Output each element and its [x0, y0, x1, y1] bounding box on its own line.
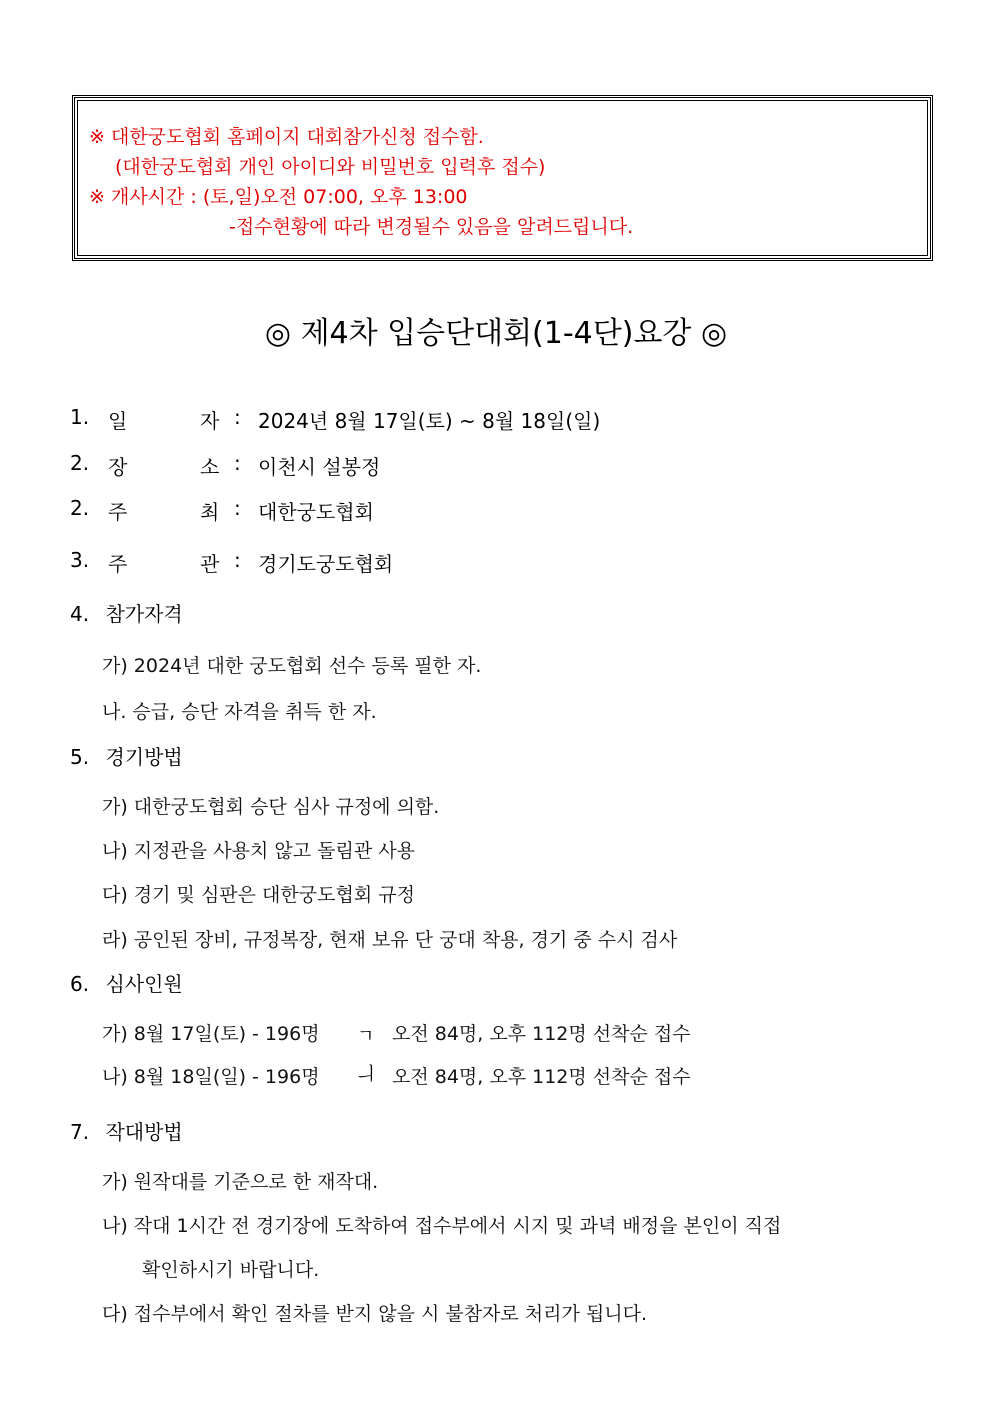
list-item: 나. 승급, 승단 자격을 취득 한 자. — [102, 701, 377, 723]
item-number: 2. — [70, 451, 90, 475]
list-item-continued: 확인하시기 바랍니다. — [142, 1259, 320, 1281]
item-label-1: 주 — [108, 500, 128, 524]
item-colon: : — [234, 405, 241, 429]
bracket-bottom: ㅢ — [357, 1064, 375, 1085]
section-title: 심사인원 — [105, 972, 183, 996]
list-item: 나) 8월 18일(일) - 196명 — [102, 1066, 320, 1088]
list-item: 나) 작대 1시간 전 경기장에 도착하여 접수부에서 시지 및 과녁 배정을 본인이 직접 — [102, 1215, 782, 1237]
item-host — [70, 496, 770, 524]
section-title: 경기방법 — [105, 745, 183, 769]
section-number: 7. — [70, 1120, 90, 1144]
item-number: 1. — [70, 405, 90, 429]
list-item-detail: 오전 84명, 오후 112명 선착순 접수 — [392, 1066, 691, 1088]
notice-line-4: -접수현황에 따라 변경될수 있음을 알려드립니다. — [229, 216, 634, 238]
list-item: 라) 공인된 장비, 규정복장, 현재 보유 단 궁대 착용, 경기 중 수시 검사 — [102, 929, 678, 951]
section-title: 참가자격 — [105, 602, 183, 626]
section-title: 작대방법 — [105, 1120, 183, 1144]
item-date — [70, 405, 770, 433]
item-colon: : — [234, 548, 241, 572]
item-label-1: 주 — [108, 552, 128, 576]
notice-box — [72, 95, 933, 261]
item-place — [70, 451, 770, 479]
notice-line-1: ※ 대한궁도협회 홈페이지 대회참가신청 접수함. — [89, 126, 484, 148]
item-label-1: 장 — [108, 455, 128, 479]
list-item: 가) 원작대를 기준으로 한 재작대. — [102, 1171, 379, 1193]
section-heading-eligibility — [70, 598, 183, 627]
section-heading-method — [70, 741, 183, 770]
item-value: 이천시 설봉정 — [258, 455, 381, 479]
list-item: 다) 접수부에서 확인 절차를 받지 않을 시 불참자로 처리가 됩니다. — [102, 1303, 648, 1325]
notice-line-3: ※ 개사시간 : (토,일)오전 07:00, 오후 13:00 — [89, 186, 468, 208]
item-label-2: 최 — [200, 500, 220, 524]
item-label-2: 자 — [200, 409, 220, 433]
section-heading-arrangement — [70, 1116, 183, 1145]
item-value: 2024년 8월 17일(토) ~ 8월 18일(일) — [258, 409, 601, 433]
item-colon: : — [234, 496, 241, 520]
item-number: 2. — [70, 496, 90, 520]
list-item: 나) 지정관을 사용치 않고 돌림관 사용 — [102, 840, 415, 862]
notice-line-2: (대한궁도협회 개인 아이디와 비밀번호 입력후 접수) — [115, 156, 546, 178]
item-label-2: 관 — [200, 552, 220, 576]
section-number: 6. — [70, 972, 90, 996]
item-value: 대한궁도협회 — [258, 500, 374, 524]
section-number: 4. — [70, 602, 90, 626]
page-title: ◎ 제4차 입승단대회(1-4단)요강 ◎ — [264, 316, 728, 351]
bracket-top: ㄱ — [357, 1026, 375, 1047]
list-item: 가) 대한궁도협회 승단 심사 규정에 의함. — [102, 796, 440, 818]
list-item: 가) 2024년 대한 궁도협회 선수 등록 필한 자. — [102, 655, 482, 677]
list-item-detail: 오전 84명, 오후 112명 선착순 접수 — [392, 1023, 691, 1045]
item-label-2: 소 — [200, 455, 220, 479]
item-number: 3. — [70, 548, 90, 572]
list-item: 가) 8월 17일(토) - 196명 — [102, 1023, 320, 1045]
section-heading-capacity — [70, 968, 183, 997]
item-label-1: 일 — [108, 409, 128, 433]
item-value: 경기도궁도협회 — [258, 552, 394, 576]
item-colon: : — [234, 451, 241, 475]
list-item: 다) 경기 및 심판은 대한궁도협회 규정 — [102, 884, 415, 906]
item-organizer — [70, 548, 770, 576]
section-number: 5. — [70, 745, 90, 769]
